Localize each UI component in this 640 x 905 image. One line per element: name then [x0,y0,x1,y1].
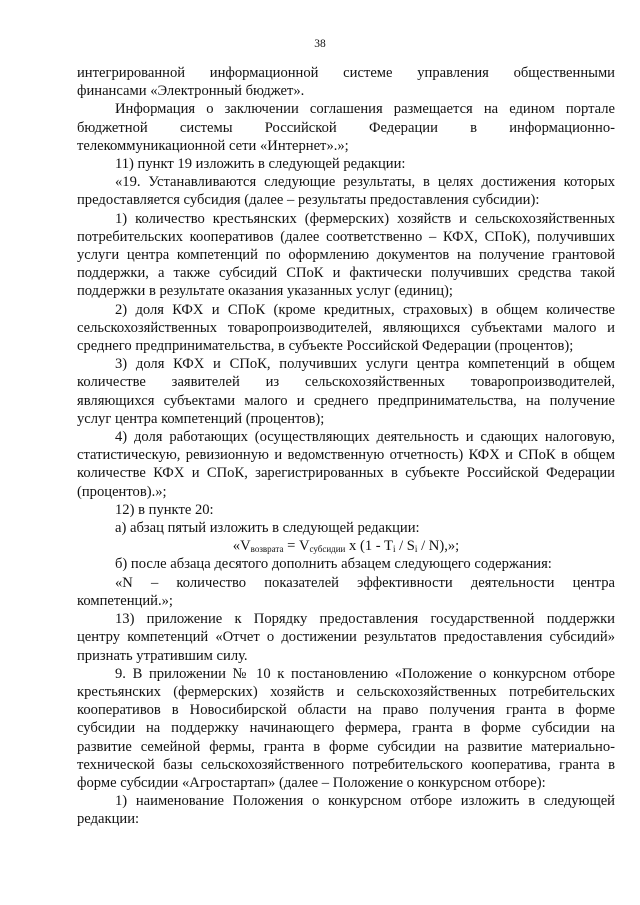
text-line [77,683,615,701]
text-run: «V [232,538,251,555]
text-run: компетенций.»; [77,592,173,609]
text-run: (процентов).»; [77,483,167,500]
text-line [77,392,615,410]
text-run: 3) доля КФХ и СПоК, получивших услуги центра компетенций в общем [115,356,615,373]
text-line [77,501,615,519]
text-run: технической базы сельскохозяйственного потребительского кооператива, гранта в [77,756,615,773]
text-line [77,610,615,628]
text-run: 1) наименование Положения о конкурсном отборе изложить в следующей [115,793,615,810]
text-line [77,410,615,428]
text-line [77,355,615,373]
text-line [77,264,615,282]
formula-line [77,537,615,555]
text-run: центру компетенций «Отчет о достижении результатов предоставления субсидий» [77,629,615,646]
text-run: услуги центра компетенций по оформлению документов на получение грантовой [77,247,615,264]
text-run: являющихся субъектами малого и среднего предпринимательства, на получение [77,392,615,409]
text-line [77,282,615,300]
text-line [77,792,615,810]
text-run: потребительских кооперативов (далее соответственно – КФХ, СПоК), получивших [77,228,615,245]
text-line [77,719,615,737]
text-run: признать утратившим силу. [77,647,248,664]
text-line [77,810,615,828]
text-run: 9. В приложении № 10 к постановлению «Положение о конкурсном отборе [115,665,615,682]
page-number: 38 [314,38,326,50]
text-run: 12) в пункте 20: [115,501,214,518]
text-line [77,519,615,537]
text-run: редакции: [77,811,140,828]
text-run: 13) приложение к Порядку предоставления государственной поддержки [115,611,615,628]
text-run: кооперативов в Новосибирской области на право получения гранта в форме [77,702,615,719]
text-run: поддержки, а также субсидий СПоК и фактически получивших средства такой [77,265,615,282]
text-line [77,210,615,228]
text-run: количестве КФХ и СПоК, зарегистрированных в субъекте Российской Федерации [77,465,615,482]
text-run: сельскохозяйственных товаропроизводителей, являющихся субъектами малого и [77,319,615,336]
text-line [77,483,615,501]
text-run: 11) пункт 19 изложить в следующей редакции: [115,156,406,173]
text-run: предоставляется субсидия (далее – результаты предоставления субсидии): [77,192,540,209]
text-line [77,191,615,209]
text-line [77,246,615,264]
text-line [77,319,615,337]
text-line [77,82,615,100]
text-line [77,173,615,191]
text-line [77,228,615,246]
document-body [77,64,615,829]
text-run: 1) количество крестьянских (фермерских) хозяйств и сельскохозяйственных [115,210,615,227]
text-line [77,574,615,592]
text-line [77,64,615,82]
text-run: телекоммуникационной сети «Интернет».»; [77,137,349,154]
formula-subscript: i [414,544,418,555]
text-run: x (1 - T [345,538,393,555]
text-line [77,428,615,446]
text-run: финансами «Электронный бюджет». [77,83,305,100]
text-run: статистическую, ревизионную и ведомственную отчетность) КФХ и СПоК в общем [77,447,615,464]
text-line [77,647,615,665]
text-run: форме субсидии «Агростартап» (далее – Положение о конкурсном отборе): [77,774,546,791]
text-line [77,373,615,391]
text-run: «19. Устанавливаются следующие результаты, в целях достижения которых [115,174,615,191]
text-run: крестьянских (фермерских) хозяйств и сельскохозяйственных потребительских [77,683,615,700]
text-run: б) после абзаца десятого дополнить абзацем следующего содержания: [115,556,552,573]
text-run: = V [283,538,310,555]
text-line [77,155,615,173]
text-run: интегрированной информационной системе управления общественными [77,65,615,81]
text-line [77,464,615,482]
text-run: количестве заявителей из сельскохозяйственных товаропроизводителей, [77,374,615,391]
text-run: субсидии на поддержку начинающего фермера, гранта в форме субсидии на [77,720,615,737]
text-line [77,100,615,118]
text-run: 4) доля работающих (осуществляющих деятельность и сдающих налоговую, [115,429,615,446]
formula-subscript: возврата [250,544,284,555]
text-line [77,738,615,756]
formula-subscript: субсидии [309,544,346,555]
text-line [77,555,615,573]
text-run: поддержки в результате оказания указанных услуг (единиц); [77,283,453,300]
formula-subscript: i [392,544,396,555]
text-line [77,137,615,155]
text-line [77,701,615,719]
text-line [77,337,615,355]
text-line [77,119,615,137]
text-run: услуг центра компетенций (процентов); [77,410,325,427]
text-run: среднего предпринимательства, в субъекте Российской Федерации (процентов); [77,338,574,355]
text-run: 2) доля КФХ и СПоК (кроме кредитных, страховых) в общем количестве [115,301,615,318]
text-run: / S [395,538,415,555]
text-line [77,446,615,464]
text-run: / N),»; [417,538,460,555]
text-run: «N – количество показателей эффективности деятельности центра [115,574,615,591]
text-run: бюджетной системы Российской Федерации в информационно- [77,119,615,136]
text-line [77,774,615,792]
text-run: развитие семейной фермы, гранта в форме субсидии на развитие материально- [77,738,615,755]
text-line [77,301,615,319]
text-line [77,628,615,646]
text-run: а) абзац пятый изложить в следующей редакции: [115,520,420,537]
text-line [77,665,615,683]
text-line [77,592,615,610]
text-run: Информация о заключении соглашения размещается на едином портале [115,101,615,118]
text-line [77,756,615,774]
